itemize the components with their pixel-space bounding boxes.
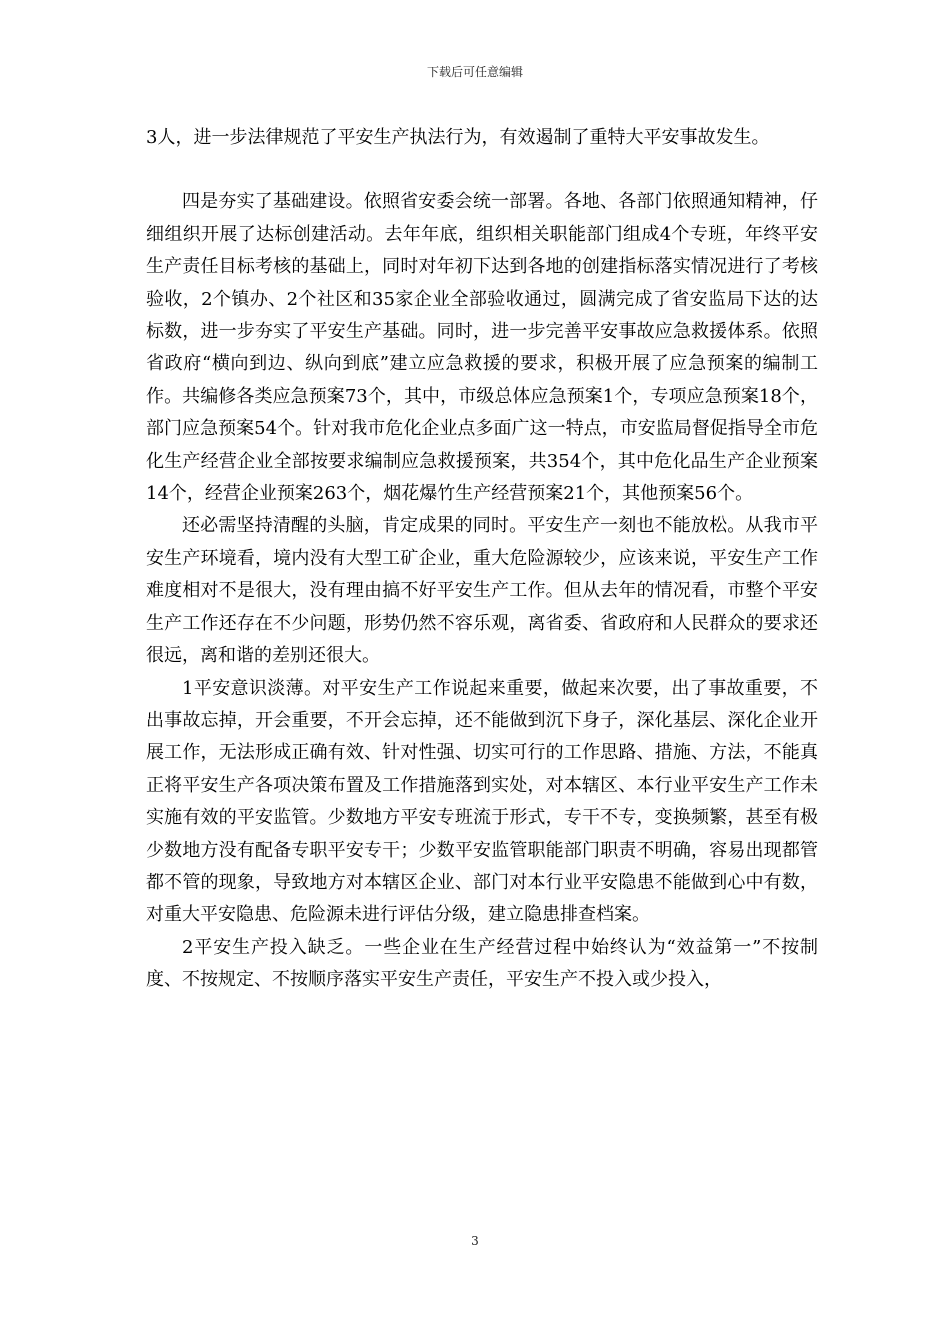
paragraph-continuation: 3人，进一步法律规范了平安生产执法行为，有效遏制了重特大平安事故发生。 (146, 127, 770, 148)
paragraph-safety-investment: 2平安生产投入缺乏。一些企业在生产经营过程中始终认为“效益第一”不按制度、不按规定、不按顺序落实平安生产责任，平安生产不投入或少投入， (146, 936, 818, 991)
page-number: 3 (471, 1234, 479, 1248)
paragraph-clear-mind: 还必需坚持清醒的头脑，肯定成果的同时。平安生产一刻也不能放松。从我市平安生产环境看，境内没有大型工矿企业，重大危险源较少，应该来说，平安生产工作难度相对不是很大，没有理由搞不好平安生产工作。但从去年的情况看，市整个平安生产工作还存在不少问题，形势仍然不容乐观，离省委、省政府和人民群众的要求还很远，离和谐的差别还很大。 (146, 515, 818, 667)
paragraph-safety-awareness: 1平安意识淡薄。对平安生产工作说起来重要，做起来次要，出了事故重要，不出事故忘掉，开会重要，不开会忘掉，还不能做到沉下身子，深化基层、深化企业开展工作，无法形成正确有效、针对性强、切实可行的工作思路、措施、方法，不能真正将平安生产各项决策布置及工作措施落到实处，对本辖区、本行业平安生产工作未实施有效的平安监管。少数地方平安专班流于形式，专干不专，变换频繁，甚至有极少数地方没有配备专职平安专干；少数平安监管职能部门职责不明确，容易出现都管都不管的现象，导致地方对本辖区企业、部门对本行业平安隐患不能做到心中有数，对重大平安隐患、危险源未进行评估分级，建立隐患排查档案。 (146, 677, 818, 926)
page-header: 下载后可任意编辑 (426, 65, 523, 79)
paragraph-infrastructure: 四是夯实了基础建设。依照省安委会统一部署。各地、各部门依照通知精神，仔细组织开展了达标创建活动。去年年底，组织相关职能部门组成4个专班，年终平安生产责任目标考核的基础上，同时对年初下达到各地的创建指标落实情况进行了考核验收，2个镇办、2个社区和35家企业全部验收通过，圆满完成了省安监局下达的达标数，进一步夯实了平安生产基础。同时，进一步完善平安事故应急救援体系。依照省政府“横向到边、纵向到底”建立应急救援的要求，积极开展了应急预案的编制工作。共编修各类应急预案73个，其中，市级总体应急预案1个，专项应急预案18个，部门应急预案54个。针对我市危化企业点多面广这一特点，市安监局督促指导全市危化生产经营企业全部按要求编制应急救援预案，共354个，其中危化品生产企业预案14个，经营企业预案263个，烟花爆竹生产经营预案21个，其他预案56个。 (146, 191, 818, 505)
document-body (146, 122, 818, 997)
